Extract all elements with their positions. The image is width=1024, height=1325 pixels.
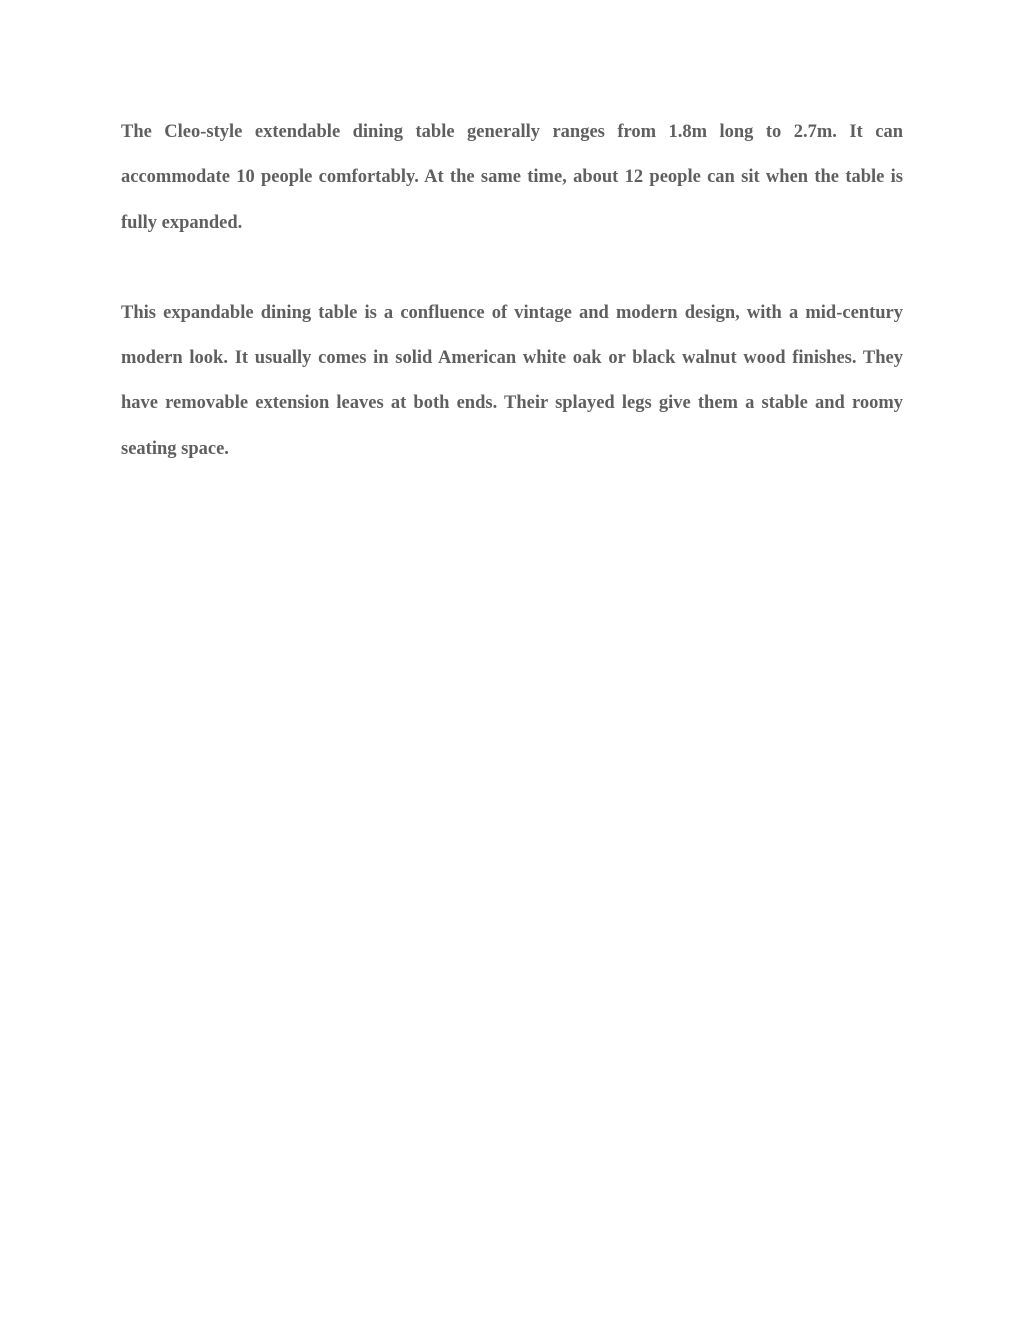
- paragraph-table-design: This expandable dining table is a confluence of vintage and modern design, with a mid-century modern look. It usually comes in solid American white oak or black walnut wood finishes. They have removable extension leaves at both ends. Their splayed legs give them a stable and roomy seating space.: [121, 302, 903, 459]
- paragraph-table-size: The Cleo-style extendable dining table generally ranges from 1.8m long to 2.7m. It can accommodate 10 people comfortably. At the same time, about 12 people can sit when the table is fully expanded.: [121, 122, 903, 233]
- document-body: [121, 110, 903, 472]
